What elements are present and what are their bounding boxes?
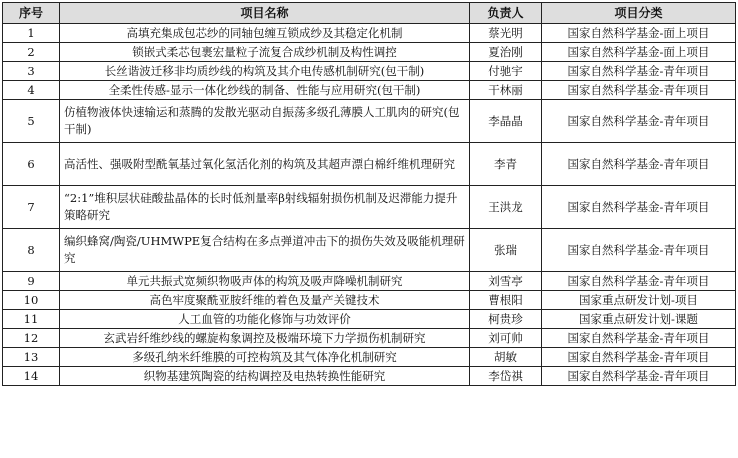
- serial-number: 14: [3, 367, 60, 386]
- project-category: 国家自然科学基金-青年项目: [542, 143, 736, 186]
- project-category: 国家自然科学基金-青年项目: [542, 100, 736, 143]
- project-name: 编织蜂窝/陶瓷/UHMWPE复合结构在多点弹道冲击下的损伤失效及吸能机理研究: [60, 229, 470, 272]
- principal-name: 王洪龙: [470, 186, 542, 229]
- serial-number: 10: [3, 291, 60, 310]
- project-name: 锁嵌式柔芯包裹宏量粒子流复合成纱机制及构性调控: [60, 43, 470, 62]
- principal-name: 胡敏: [470, 348, 542, 367]
- project-category: 国家自然科学基金-青年项目: [542, 367, 736, 386]
- table-row: [3, 329, 736, 348]
- principal-name: 夏治刚: [470, 43, 542, 62]
- serial-number: 1: [3, 24, 60, 43]
- table-row: [3, 348, 736, 367]
- table-row: [3, 229, 736, 272]
- table-row: [3, 81, 736, 100]
- project-name: 长丝谐波迁移非均质纱线的构筑及其介电传感机制研究(包干制): [60, 62, 470, 81]
- serial-number: 9: [3, 272, 60, 291]
- serial-number: 11: [3, 310, 60, 329]
- serial-number: 5: [3, 100, 60, 143]
- principal-name: 李晶晶: [470, 100, 542, 143]
- principal-name: 刘雪亭: [470, 272, 542, 291]
- serial-number: 3: [3, 62, 60, 81]
- project-category: 国家自然科学基金-青年项目: [542, 272, 736, 291]
- principal-name: 柯贵珍: [470, 310, 542, 329]
- header-principal: 负责人: [470, 3, 542, 24]
- table-row: [3, 291, 736, 310]
- principal-name: 李岱祺: [470, 367, 542, 386]
- project-name: 高填充集成包芯纱的同轴包缠互锁成纱及其稳定化机制: [60, 24, 470, 43]
- serial-number: 6: [3, 143, 60, 186]
- table-row: [3, 272, 736, 291]
- table-row: [3, 62, 736, 81]
- header-project-category: 项目分类: [542, 3, 736, 24]
- project-category: 国家自然科学基金-青年项目: [542, 348, 736, 367]
- project-name: 高色牢度聚酰亚胺纤维的着色及量产关键技术: [60, 291, 470, 310]
- project-name: 仿植物液体快速输运和蒸腾的发散光驱动自振荡多级孔薄膜人工肌肉的研究(包干制): [60, 100, 470, 143]
- serial-number: 12: [3, 329, 60, 348]
- project-category: 国家自然科学基金-面上项目: [542, 24, 736, 43]
- table-row: [3, 43, 736, 62]
- project-name: 玄武岩纤维纱线的螺旋构象调控及极端环境下力学损伤机制研究: [60, 329, 470, 348]
- project-category: 国家自然科学基金-青年项目: [542, 62, 736, 81]
- principal-name: 付驰宇: [470, 62, 542, 81]
- table-row: [3, 24, 736, 43]
- project-name: 多级孔纳米纤维膜的可控构筑及其气体净化机制研究: [60, 348, 470, 367]
- header-project-name: 项目名称: [60, 3, 470, 24]
- project-name: 单元共振式宽频织物吸声体的构筑及吸声降噪机制研究: [60, 272, 470, 291]
- project-category: 国家自然科学基金-青年项目: [542, 186, 736, 229]
- serial-number: 2: [3, 43, 60, 62]
- project-category: 国家自然科学基金-面上项目: [542, 43, 736, 62]
- principal-name: 李青: [470, 143, 542, 186]
- serial-number: 4: [3, 81, 60, 100]
- project-table: [2, 2, 736, 386]
- project-table-container: [2, 2, 735, 456]
- serial-number: 7: [3, 186, 60, 229]
- principal-name: 张瑞: [470, 229, 542, 272]
- table-row: [3, 143, 736, 186]
- principal-name: 蔡光明: [470, 24, 542, 43]
- project-name: 高活性、强吸附型酰氧基过氧化氢活化剂的构筑及其超声漂白棉纤维机理研究: [60, 143, 470, 186]
- project-name: 人工血管的功能化修饰与功效评价: [60, 310, 470, 329]
- table-row: [3, 186, 736, 229]
- table-row: [3, 367, 736, 386]
- serial-number: 13: [3, 348, 60, 367]
- project-category: 国家自然科学基金-青年项目: [542, 229, 736, 272]
- project-name: 全柔性传感-显示一体化纱线的制备、性能与应用研究(包干制): [60, 81, 470, 100]
- table-row: [3, 310, 736, 329]
- project-category: 国家重点研发计划-课题: [542, 310, 736, 329]
- project-name: 织物基建筑陶瓷的结构调控及电热转换性能研究: [60, 367, 470, 386]
- project-name: “2:1”堆积层状硅酸盐晶体的长时低剂量率β射线辐射损伤机制及迟滞能力提升策略研究: [60, 186, 470, 229]
- project-category: 国家自然科学基金-青年项目: [542, 329, 736, 348]
- table-row: [3, 100, 736, 143]
- principal-name: 干林丽: [470, 81, 542, 100]
- project-category: 国家自然科学基金-青年项目: [542, 81, 736, 100]
- principal-name: 曹根阳: [470, 291, 542, 310]
- project-category: 国家重点研发计划-项目: [542, 291, 736, 310]
- principal-name: 刘可帅: [470, 329, 542, 348]
- header-row: [3, 3, 736, 24]
- header-serial-number: 序号: [3, 3, 60, 24]
- serial-number: 8: [3, 229, 60, 272]
